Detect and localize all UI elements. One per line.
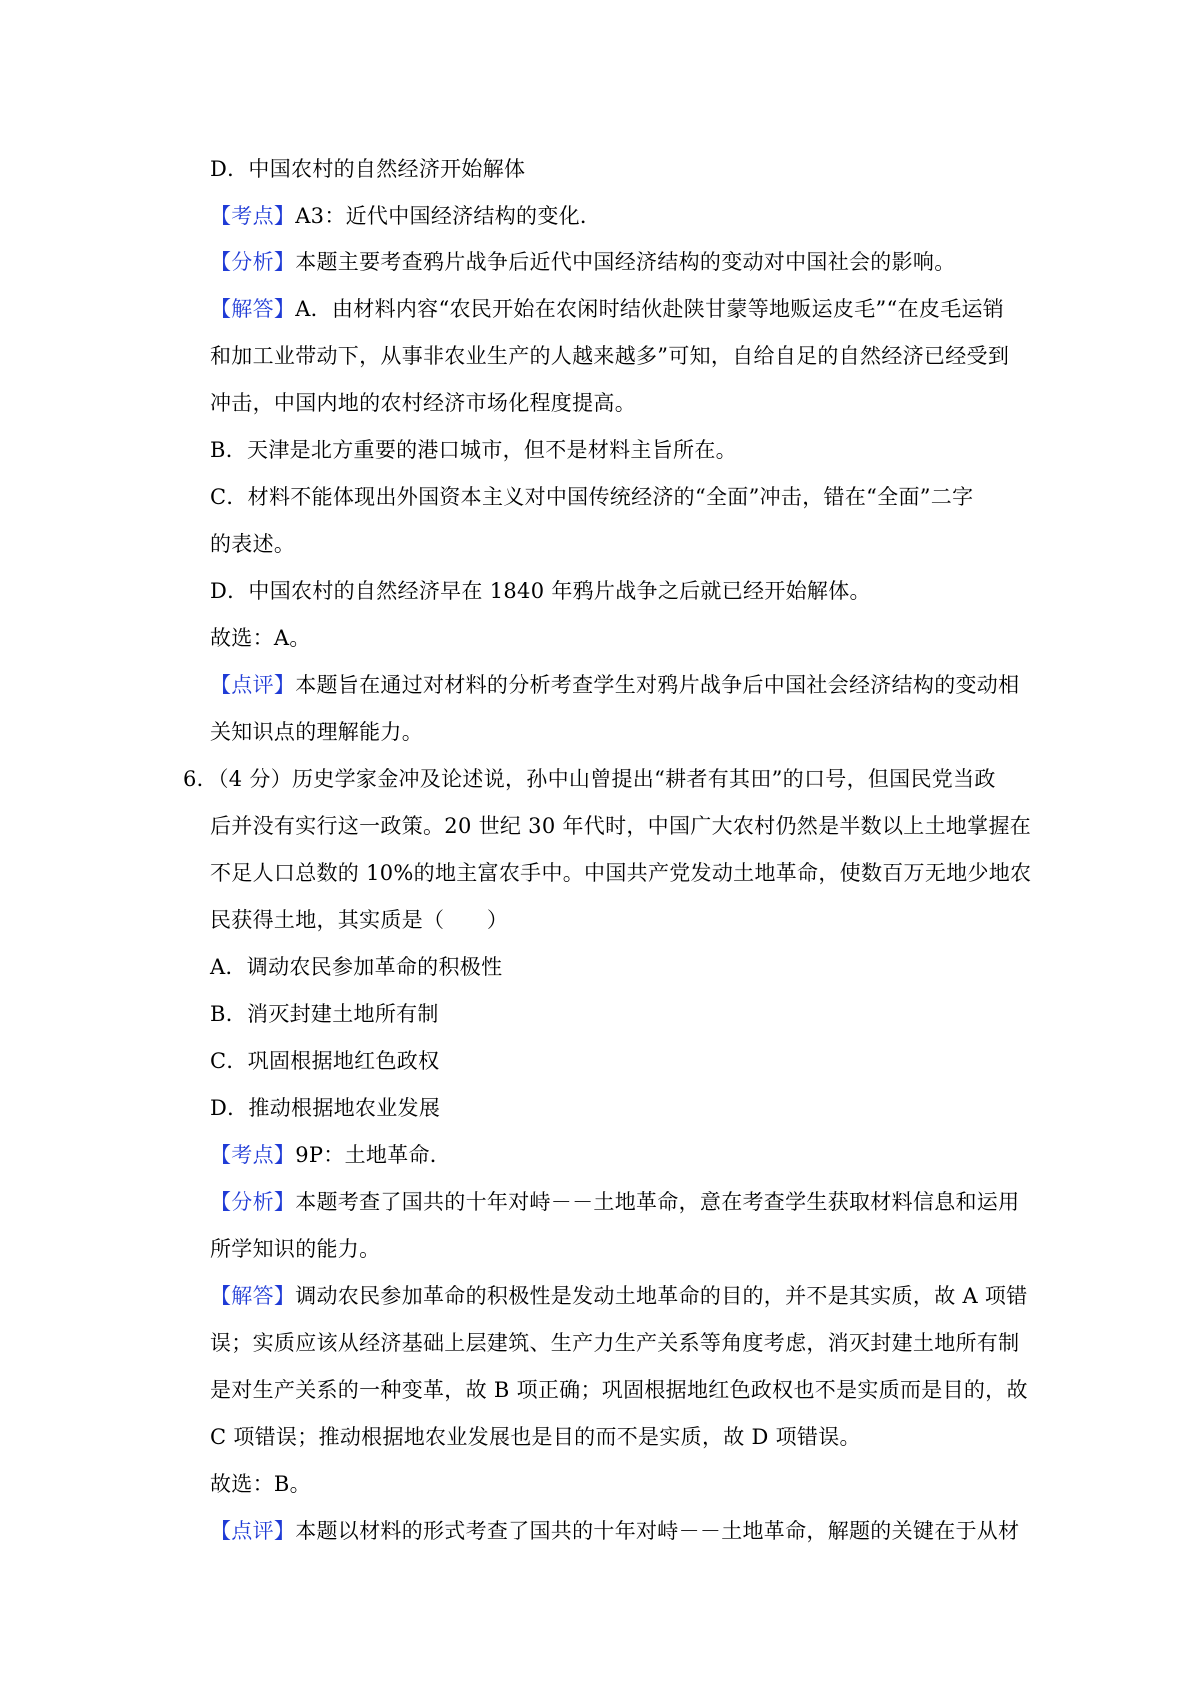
q6-fenxi-line-1: [210, 1188, 1030, 1216]
fenxi-line: [210, 248, 1030, 276]
analysis-c-line-1: C．材料不能体现出外国资本主义对中国传统经济的“全面”冲击，错在“全面”二字: [210, 485, 974, 509]
jieda-line-2: 和加工业带动下，从事非农业生产的人越来越多”可知，自给自足的自然经济已经受到: [210, 344, 1010, 368]
question-number: 6．: [183, 767, 218, 791]
q6-option-b: B．消灭封建土地所有制: [210, 1002, 439, 1026]
q6-dianping-tag: 【点评】: [210, 1519, 296, 1543]
q6-fenxi-text-1: 本题考查了国共的十年对峙－－土地革命，意在考查学生获取材料信息和运用: [295, 1190, 1020, 1214]
q6-kaodian-text: 9P：土地革命．: [295, 1143, 452, 1167]
q6-kaodian-tag: 【考点】: [210, 1143, 296, 1167]
dianping-tag: 【点评】: [210, 673, 296, 697]
dianping-line-1: [210, 671, 1030, 699]
q6-jieda-line-2: 误；实质应该从经济基础上层建筑、生产力生产关系等角度考虑，消灭封建土地所有制: [210, 1331, 1020, 1355]
q6-dianping-line-1: [210, 1517, 1030, 1545]
question-6-line-2: 后并没有实行这一政策。20 世纪 30 年代时，中国广大农村仍然是半数以上土地掌握在: [210, 814, 1032, 838]
q6-kaodian-line: [210, 1141, 1030, 1169]
jieda-line-1: [210, 295, 1030, 323]
q6-jieda-text-1: 调动农民参加革命的积极性是发动土地革命的目的，并不是其实质，故 A 项错: [295, 1284, 1028, 1308]
fenxi-text: 本题主要考查鸦片战争后近代中国经济结构的变动对中国社会的影响。: [295, 250, 956, 274]
q6-option-a: A．调动农民参加革命的积极性: [210, 955, 503, 979]
q6-jieda-line-1: [210, 1282, 1030, 1310]
q6-option-d: D．推动根据地农业发展: [210, 1096, 441, 1120]
q6-jieda-line-3: 是对生产关系的一种变革，故 B 项正确；巩固根据地红色政权也不是实质而是目的，故: [210, 1378, 1028, 1402]
q6-fenxi-tag: 【分析】: [210, 1190, 296, 1214]
option-d-text: D．中国农村的自然经济开始解体: [210, 157, 526, 181]
q6-jieda-tag: 【解答】: [210, 1284, 296, 1308]
question-6-line-3: 不足人口总数的 10%的地主富农手中。中国共产党发动土地革命，使数百万无地少地农: [210, 861, 1032, 885]
answer-line: 故选：A。: [210, 626, 311, 650]
kaodian-line: [210, 202, 1030, 230]
dianping-text-1: 本题旨在通过对材料的分析考查学生对鸦片战争后中国社会经济结构的变动相: [295, 673, 1020, 697]
q6-fenxi-line-2: 所学知识的能力。: [210, 1237, 381, 1261]
q6-dianping-text-1: 本题以材料的形式考查了国共的十年对峙－－土地革命，解题的关键在于从材: [295, 1519, 1020, 1543]
kaodian-text: A3：近代中国经济结构的变化．: [295, 204, 602, 228]
dianping-line-2: 关知识点的理解能力。: [210, 720, 423, 744]
jieda-line-3: 冲击，中国内地的农村经济市场化程度提高。: [210, 391, 636, 415]
question-6-line-4: 民获得土地，其实质是（ ）: [210, 908, 509, 932]
analysis-b-line: B．天津是北方重要的港口城市，但不是材料主旨所在。: [210, 438, 737, 462]
analysis-d-line: D．中国农村的自然经济早在 1840 年鸦片战争之后就已经开始解体。: [210, 579, 871, 603]
question-6-line-1: [183, 765, 1003, 793]
question-stem-1: （4 分）历史学家金冲及论述说，孙中山曾提出“耕者有其田”的口号，但国民党当政: [217, 767, 996, 791]
analysis-c-line-2: 的表述。: [210, 532, 296, 556]
q6-option-c: C．巩固根据地红色政权: [210, 1049, 440, 1073]
q6-jieda-line-4: C 项错误；推动根据地农业发展也是目的而不是实质，故 D 项错误。: [210, 1425, 861, 1449]
kaodian-tag: 【考点】: [210, 204, 296, 228]
jieda-tag: 【解答】: [210, 297, 296, 321]
fenxi-tag: 【分析】: [210, 250, 296, 274]
q6-answer-line: 故选：B。: [210, 1472, 311, 1496]
jieda-text-1: A．由材料内容“农民开始在农闲时结伙赴陕甘蒙等地贩运皮毛”“在皮毛运销: [295, 297, 1005, 321]
